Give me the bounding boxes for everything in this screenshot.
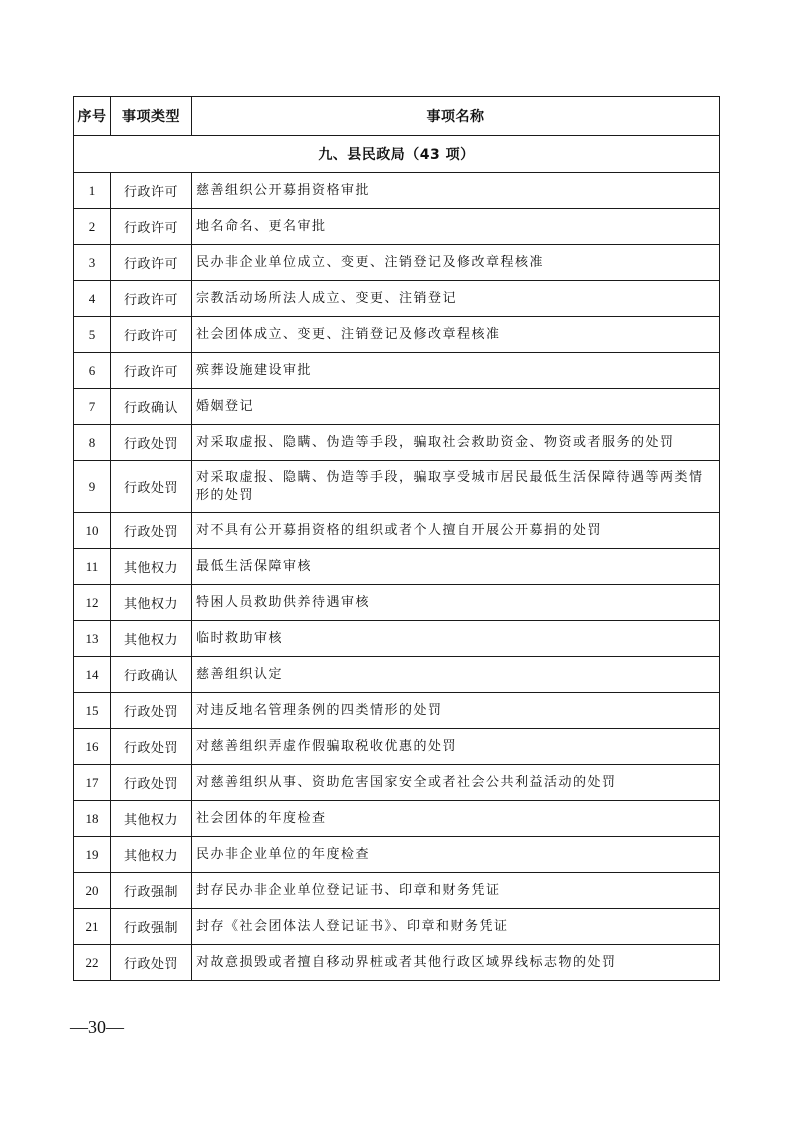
table-row	[74, 909, 720, 945]
item-name-cell: 封存《社会团体法人登记证书》、印章和财务凭证	[192, 909, 720, 945]
item-type-cell: 行政许可	[111, 281, 192, 317]
table-row	[74, 389, 720, 425]
serial-number-cell: 4	[74, 281, 111, 317]
serial-number-cell: 15	[74, 693, 111, 729]
item-name-cell: 对不具有公开募捐资格的组织或者个人擅自开展公开募捐的处罚	[192, 513, 720, 549]
table-row	[74, 317, 720, 353]
item-name-cell: 对慈善组织从事、资助危害国家安全或者社会公共利益活动的处罚	[192, 765, 720, 801]
table-row	[74, 765, 720, 801]
serial-number-cell: 14	[74, 657, 111, 693]
item-name-cell: 慈善组织公开募捐资格审批	[192, 173, 720, 209]
item-type-cell: 行政处罚	[111, 729, 192, 765]
serial-number-cell: 10	[74, 513, 111, 549]
item-name-cell: 民办非企业单位成立、变更、注销登记及修改章程核准	[192, 245, 720, 281]
item-type-cell: 行政处罚	[111, 765, 192, 801]
serial-number-cell: 19	[74, 837, 111, 873]
table-row	[74, 837, 720, 873]
item-type-cell: 其他权力	[111, 837, 192, 873]
item-name-cell: 最低生活保障审核	[192, 549, 720, 585]
page-number: —30—	[70, 1017, 124, 1037]
item-type-cell: 行政处罚	[111, 693, 192, 729]
serial-number-cell: 12	[74, 585, 111, 621]
item-type-cell: 其他权力	[111, 621, 192, 657]
item-type-cell: 行政确认	[111, 389, 192, 425]
item-name-cell: 特困人员救助供养待遇审核	[192, 585, 720, 621]
table-row	[74, 513, 720, 549]
item-name-cell: 对故意损毁或者擅自移动界桩或者其他行政区域界线标志物的处罚	[192, 945, 720, 981]
table-row	[74, 461, 720, 513]
serial-number-cell: 9	[74, 461, 111, 513]
item-name-cell: 对慈善组织弄虚作假骗取税收优惠的处罚	[192, 729, 720, 765]
power-list-table	[73, 96, 720, 981]
item-name-cell: 社会团体成立、变更、注销登记及修改章程核准	[192, 317, 720, 353]
table-row	[74, 657, 720, 693]
table-row	[74, 549, 720, 585]
serial-number-cell: 1	[74, 173, 111, 209]
serial-number-cell: 16	[74, 729, 111, 765]
item-type-cell: 行政处罚	[111, 425, 192, 461]
item-type-cell: 行政许可	[111, 209, 192, 245]
table-row	[74, 281, 720, 317]
item-name-cell: 宗教活动场所法人成立、变更、注销登记	[192, 281, 720, 317]
serial-number-cell: 11	[74, 549, 111, 585]
table-row	[74, 173, 720, 209]
item-type-cell: 行政处罚	[111, 513, 192, 549]
table-row	[74, 245, 720, 281]
serial-number-cell: 22	[74, 945, 111, 981]
serial-number-cell: 6	[74, 353, 111, 389]
serial-number-cell: 7	[74, 389, 111, 425]
item-name-cell: 慈善组织认定	[192, 657, 720, 693]
table-header-row	[74, 97, 720, 136]
serial-number-cell: 20	[74, 873, 111, 909]
table-row	[74, 801, 720, 837]
section-row	[74, 136, 720, 173]
table-row	[74, 209, 720, 245]
item-type-cell: 行政许可	[111, 245, 192, 281]
section-title: 九、县民政局（43 项）	[74, 136, 720, 173]
item-type-cell: 其他权力	[111, 585, 192, 621]
serial-number-cell: 5	[74, 317, 111, 353]
item-name-cell: 社会团体的年度检查	[192, 801, 720, 837]
serial-number-cell: 17	[74, 765, 111, 801]
item-type-cell: 行政许可	[111, 173, 192, 209]
header-item-name: 事项名称	[192, 97, 720, 136]
item-type-cell: 行政许可	[111, 353, 192, 389]
item-type-cell: 行政强制	[111, 873, 192, 909]
item-type-cell: 行政确认	[111, 657, 192, 693]
item-name-cell: 婚姻登记	[192, 389, 720, 425]
table-row	[74, 945, 720, 981]
serial-number-cell: 13	[74, 621, 111, 657]
table-row	[74, 693, 720, 729]
item-type-cell: 其他权力	[111, 801, 192, 837]
table-row	[74, 873, 720, 909]
serial-number-cell: 3	[74, 245, 111, 281]
table-row	[74, 353, 720, 389]
item-type-cell: 行政处罚	[111, 945, 192, 981]
table-row	[74, 621, 720, 657]
header-serial-number: 序号	[74, 97, 111, 136]
item-name-cell: 对违反地名管理条例的四类情形的处罚	[192, 693, 720, 729]
item-name-cell: 封存民办非企业单位登记证书、印章和财务凭证	[192, 873, 720, 909]
table-row	[74, 585, 720, 621]
serial-number-cell: 21	[74, 909, 111, 945]
item-name-cell: 民办非企业单位的年度检查	[192, 837, 720, 873]
table-row	[74, 729, 720, 765]
item-name-cell: 地名命名、更名审批	[192, 209, 720, 245]
item-name-cell: 对采取虚报、隐瞒、伪造等手段，骗取社会救助资金、物资或者服务的处罚	[192, 425, 720, 461]
table-row	[74, 425, 720, 461]
serial-number-cell: 8	[74, 425, 111, 461]
item-name-cell: 殡葬设施建设审批	[192, 353, 720, 389]
item-type-cell: 其他权力	[111, 549, 192, 585]
item-type-cell: 行政处罚	[111, 461, 192, 513]
item-type-cell: 行政许可	[111, 317, 192, 353]
header-item-type: 事项类型	[111, 97, 192, 136]
item-name-cell: 临时救助审核	[192, 621, 720, 657]
serial-number-cell: 18	[74, 801, 111, 837]
serial-number-cell: 2	[74, 209, 111, 245]
item-name-cell: 对采取虚报、隐瞒、伪造等手段，骗取享受城市居民最低生活保障待遇等两类情形的处罚	[192, 461, 720, 513]
item-type-cell: 行政强制	[111, 909, 192, 945]
